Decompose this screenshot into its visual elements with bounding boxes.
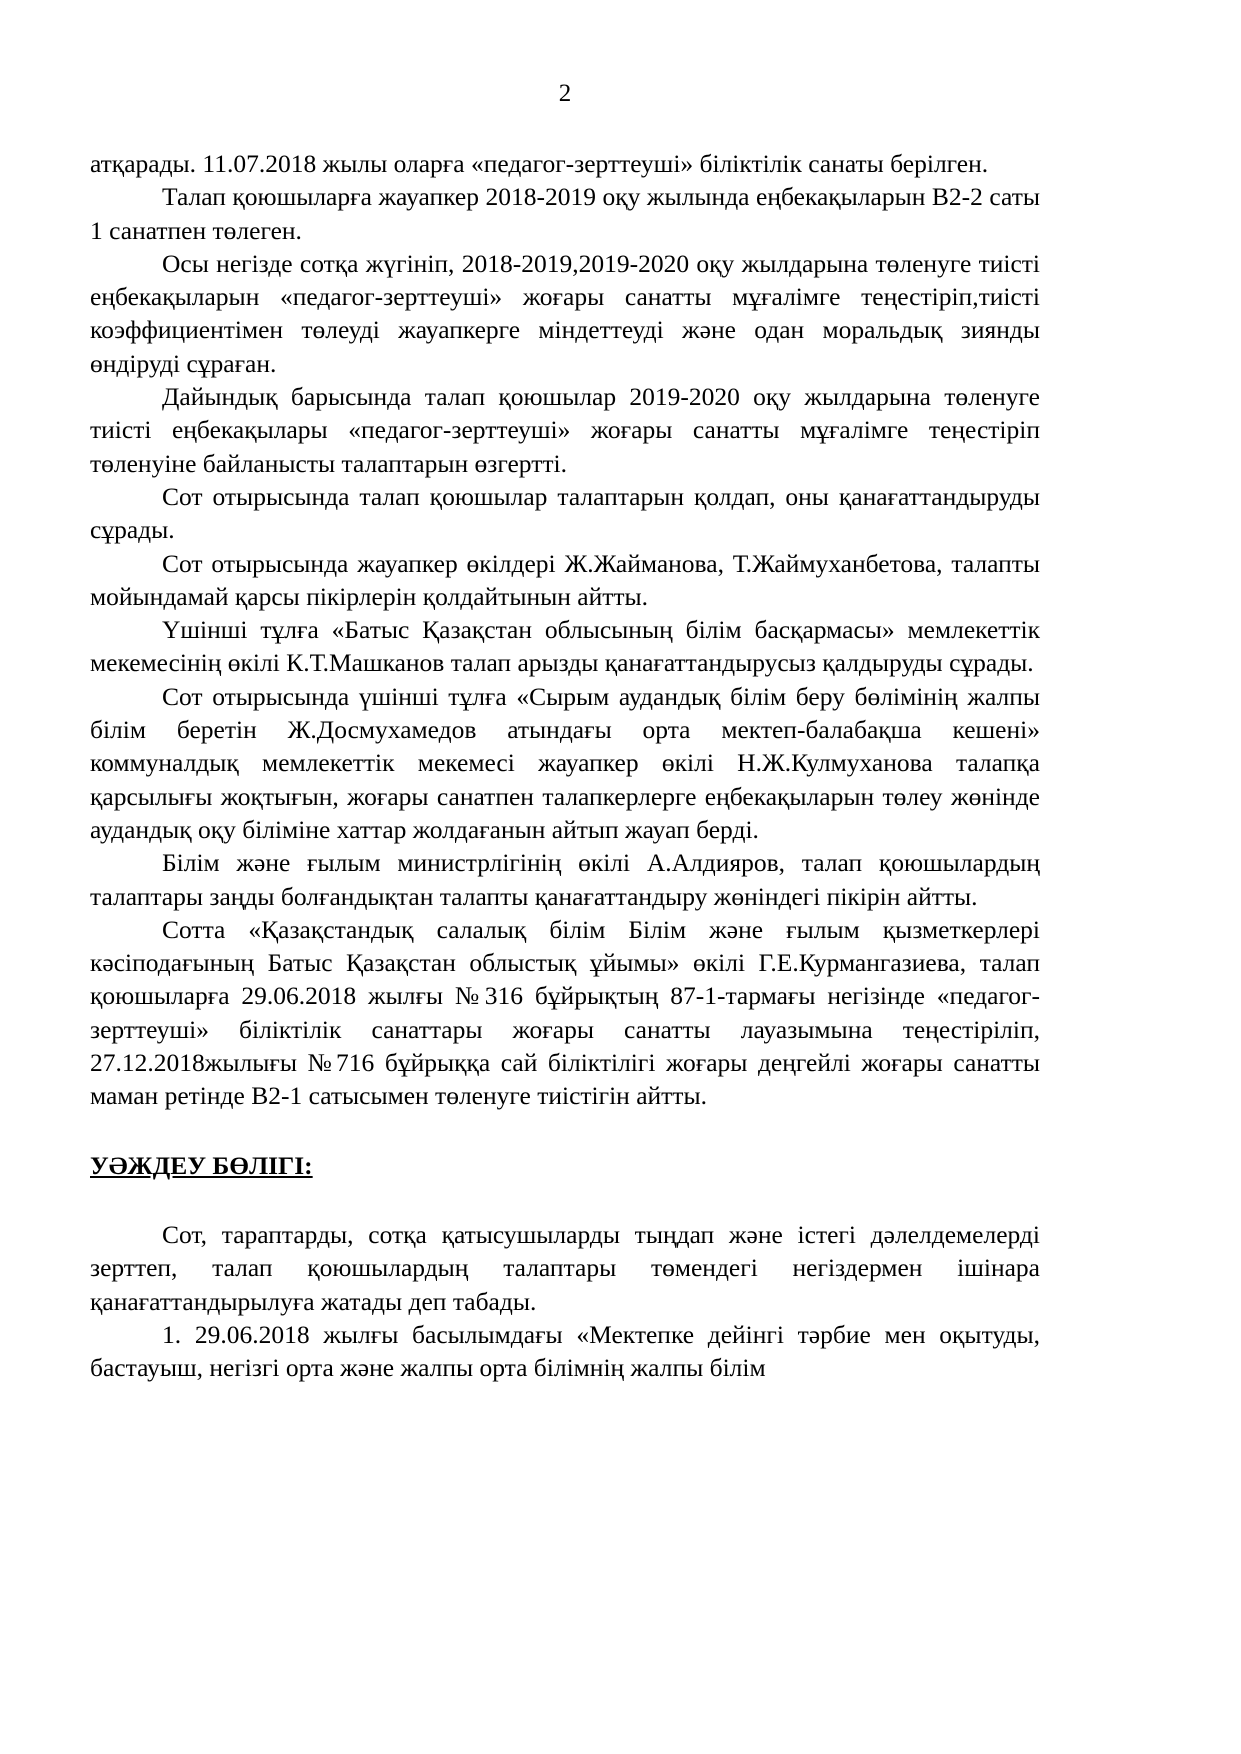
paragraph: Сот, тараптарды, сотқа қатысушыларды тыңдап және істегі дәлелдемелерді зерттеп, талап қоюшылардың талаптары төмендегі негіздермен ішінара қанағаттандырылуға жатады деп табады.: [90, 1219, 1040, 1316]
paragraph: Осы негізде сотқа жүгініп, 2018-2019,2019-2020 оқу жылдарына төленуге тиісті еңбекақыларын «педагог-зерттеуші» жоғары санатты мұғалімге теңестіріп,тиісті коэффициентімен төлеуді жауапкерге міндеттеуді және одан моральдық зиянды өндіруді сұраған.: [90, 248, 1040, 378]
section-heading: УӘЖДЕУ БӨЛІГІ:: [90, 1150, 313, 1180]
paragraph-continuation: атқарады. 11.07.2018 жылы оларға «педагог-зерттеуші» біліктілік санаты берілген.: [90, 149, 989, 178]
paragraph: Дайындық барысында талап қоюшылар 2019-2020 оқу жылдарына төленуге тиісті еңбекақылары «педагог-зерттеуші» жоғары санатты мұғалімге теңестіріп төленуіне байланысты талаптарын өзгертті.: [90, 382, 1040, 478]
paragraph: 1. 29.06.2018 жылғы басылымдағы «Мектепке дейінгі тәрбие мен оқытуды, бастауыш, негізгі орта және жалпы орта білімнің жалпы білім: [90, 1319, 1040, 1383]
paragraph: Үшінші тұлға «Батыс Қазақстан облысының білім басқармасы» мемлекеттік мекемесінің өкілі К.Т.Машканов талап арызды қанағаттандырусыз қалдыруды сұрады.: [90, 615, 1040, 678]
paragraph: Сот отырысында үшінші тұлға «Сырым аудандық білім беру бөлімінің жалпы білім беретін Ж.Досмухамедов атындағы орта мектеп-балабақша кешені» коммуналдық мемлекеттік мекемесі жауапкер өкілі Н.Ж.Кулмуханова талапқа қарсылығы жоқтығын, жоғары санатпен талапкерлерге еңбекақыларын төлеу жөнінде аудандық оқу біліміне хаттар жолдағанын айтып жауап берді.: [90, 681, 1040, 844]
paragraph: Сот отырысында талап қоюшылар талаптарын қолдап, оны қанағаттандыруды сұрады.: [90, 481, 1040, 545]
paragraph: Сот отырысында жауапкер өкілдері Ж.Жайманова, Т.Жаймуханбетова, талапты мойындамай қарсы пікірлерін қолдайтынын айтты.: [90, 548, 1040, 611]
page-number: 2: [558, 80, 572, 107]
paragraph: Білім және ғылым министрлігінің өкілі А.Алдияров, талап қоюшылардың талаптары заңды болғандықтан талапты қанағаттандыру жөніндегі пікірін айтты.: [90, 848, 1040, 911]
paragraph: Талап қоюшыларға жауапкер 2018-2019 оқу жылында еңбекақыларын В2-2 саты 1 санатпен төлеген.: [90, 182, 1040, 245]
paragraph: Сотта «Қазақстандық салалық білім Білім және ғылым қызметкерлері кәсіподағының Батыс Қазақстан облыстық ұйымы» өкілі Г.Е.Курмангазиева, талап қоюшыларға 29.06.2018 жылғы №316 бұйрықтың 87-1-тармағы негізінде «педагог-зерттеуші» біліктілік санаттары жоғары санатты лауазымына теңестіріліп, 27.12.2018жылығы №716 бұйрыққа сай біліктілігі жоғары деңгейлі жоғары санатты маман ретінде В2-1 сатысымен төленуге тиістігін айтты.: [90, 914, 1040, 1111]
document-body: [90, 147, 1040, 1384]
